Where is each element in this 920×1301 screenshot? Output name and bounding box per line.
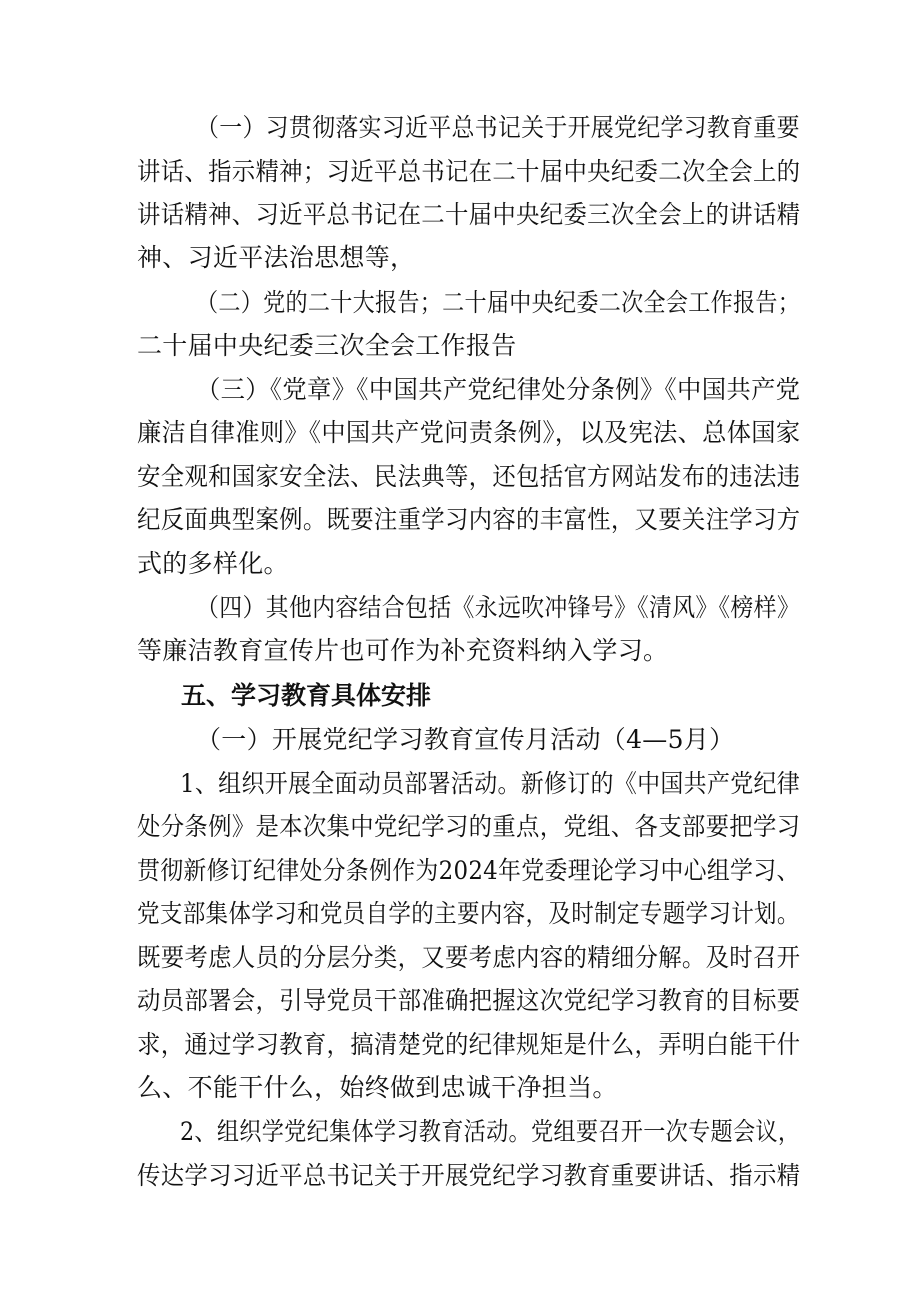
text-line: 1、组织开展全面动员部署活动。新修订的《中国共产党纪律 xyxy=(180,769,801,798)
text-line: 廉洁自律准则》《中国共产党问责条例》，以及宪法、总体国家 xyxy=(137,418,801,447)
text-line: 传达学习习近平总书记关于开展党纪学习教育重要讲话、指示精 xyxy=(137,1161,801,1190)
text-line: （三）《党章》《中国共产党纪律处分条例》《中国共产党 xyxy=(196,375,801,404)
section-heading: 五、学习教育具体安排 xyxy=(181,681,432,710)
text-line: 既要考虑人员的分层分类，又要考虑内容的精细分解。及时召开 xyxy=(137,943,801,972)
text-line: 二十届中央纪委三次全会工作报告 xyxy=(137,331,517,360)
sub-heading: （一）开展党纪学习教育宣传月活动（4—5月） xyxy=(196,725,735,754)
text-line: 讲话精神、习近平总书记在二十届中央纪委三次全会上的讲话精 xyxy=(137,200,801,229)
text-line: 贯彻新修订纪律处分条例作为2024年党委理论学习中心组学习、 xyxy=(137,856,800,885)
text-line: （四）其他内容结合包括《永远吹冲锋号》《清风》《榜样》 xyxy=(196,593,801,622)
text-line: 么、不能干什么，始终做到忠诚干净担当。 xyxy=(137,1073,618,1102)
text-line: 神、习近平法治思想等， xyxy=(137,243,416,272)
text-line: 式的多样化。 xyxy=(137,549,289,578)
text-line: 处分条例》是本次集中党纪学习的重点，党组、各支部要把学习 xyxy=(137,812,801,841)
text-line: 纪反面典型案例。既要注重学习内容的丰富性，又要关注学习方 xyxy=(137,505,801,534)
text-line: 2、组织学党纪集体学习教育活动。党组要召开一次专题会议， xyxy=(180,1117,801,1146)
text-line: 讲话、指示精神；习近平总书记在二十届中央纪委二次全会上的 xyxy=(137,157,801,186)
text-line: 党支部集体学习和党员自学的主要内容，及时制定专题学习计划。 xyxy=(137,899,800,928)
text-line: 动员部署会，引导党员干部准确把握这次党纪学习教育的目标要 xyxy=(137,986,801,1015)
text-line: 等廉洁教育宣传片也可作为补充资料纳入学习。 xyxy=(137,636,669,665)
text-line: （二）党的二十大报告；二十届中央纪委二次全会工作报告； xyxy=(196,288,801,317)
text-line: 安全观和国家安全法、民法典等，还包括官方网站发布的违法违 xyxy=(137,462,801,491)
text-line: （一）习贯彻落实习近平总书记关于开展党纪学习教育重要 xyxy=(196,113,800,142)
text-line: 求，通过学习教育，搞清楚党的纪律规矩是什么，弄明白能干什 xyxy=(137,1030,801,1059)
